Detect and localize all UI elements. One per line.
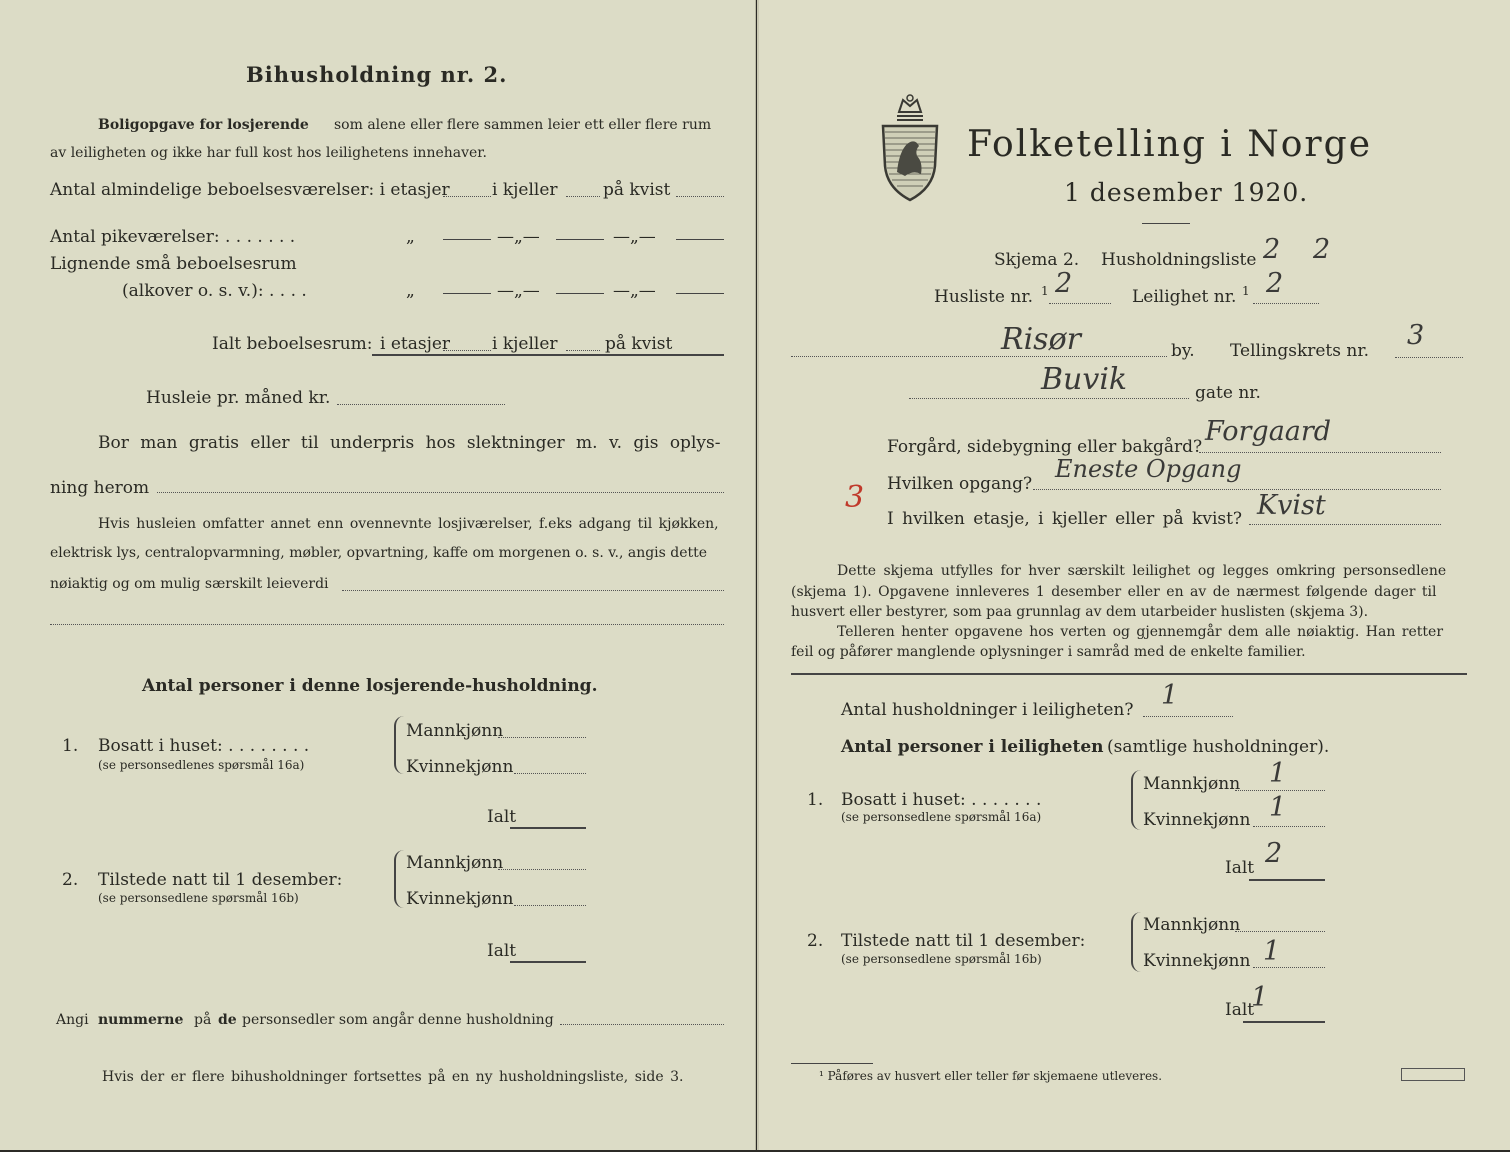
fill-line [1033, 489, 1441, 490]
right-title: Folketelling i Norge [967, 124, 1372, 165]
footnote-mark: 1 [1242, 284, 1250, 298]
tilstede-label: Tilstede natt til 1 desember: [98, 870, 343, 890]
mann-label: Mannkjønn [1143, 915, 1241, 935]
kvinne-label: Kvinnekjønn [406, 757, 514, 777]
bosatt-number: 1. [807, 790, 824, 810]
mann-label: Mannkjønn [406, 721, 504, 741]
skjema-label: Skjema 2. [994, 250, 1080, 270]
bosatt-sub: (se personsedlene spørsmål 16a) [841, 810, 1042, 824]
alkover-label: (alkover o. s. v.): . . . . [122, 281, 307, 301]
etasjer-label: i etasjer [380, 334, 451, 354]
fill-line [560, 1024, 724, 1025]
info-line3: husvert eller bestyrer, som paa grunnlag av dem utarbeider huslisten (skjema 3). [791, 604, 1369, 620]
mann-label: Mannkjønn [1143, 774, 1241, 794]
left-title: Bihusholdning nr. 2. [246, 62, 508, 87]
angi-word: på [194, 1012, 212, 1028]
angi-word: Angi [56, 1012, 89, 1028]
brace [1131, 912, 1141, 972]
tilstede-number: 2. [807, 931, 824, 951]
kjeller-label: i kjeller [492, 334, 558, 354]
fill-line [556, 293, 604, 294]
bosatt-number: 1. [62, 736, 79, 756]
by-label: by. [1171, 341, 1195, 361]
fill-line [1249, 524, 1441, 525]
total-rule [510, 827, 586, 829]
info-line1: Dette skjema utfylles for hver særskilt leilighet og legges omkring personsedlene [837, 563, 1447, 579]
info-line2: (skjema 1). Opgavene innleveres 1 desember eller en av de nærmest følgende dager til [791, 584, 1437, 600]
antal-hush-label: Antal husholdninger i leiligheten? [841, 700, 1134, 720]
opgang-value: Eneste Opgang [1055, 455, 1242, 483]
fill-line [1235, 931, 1325, 932]
ialt-label: Ialt [487, 941, 517, 961]
bosatt-ialt-value: 2 [1265, 838, 1283, 869]
total-rule [1249, 879, 1325, 881]
kjeller-label: i kjeller [492, 180, 558, 200]
bosatt-label: Bosatt i huset: . . . . . . . . [98, 736, 310, 756]
brace [394, 716, 404, 774]
tilstede-label: Tilstede natt til 1 desember: [841, 931, 1086, 951]
husholdningsliste-value: 2 [1263, 234, 1281, 265]
fill-line [1253, 967, 1325, 968]
coat-of-arms-icon [875, 92, 945, 204]
ditto-mark: —„— [497, 227, 540, 247]
divider [1142, 223, 1190, 224]
divider [791, 673, 1467, 675]
right-page [757, 0, 1510, 1150]
bosatt-kvinne-value: 1 [1269, 792, 1287, 823]
ditto-mark: —„— [497, 281, 540, 301]
tilstede-kvinne-value: 1 [1263, 936, 1281, 967]
ialt-label: Ialt [487, 807, 517, 827]
fill-line [342, 590, 724, 591]
mann-label: Mannkjønn [406, 853, 504, 873]
fill-line [443, 350, 491, 351]
forgard-label: Forgård, sidebygning eller bakgård? [887, 437, 1203, 457]
info-line4: Telleren henter opgavene hos verten og gjennemgår dem alle nøiaktig. Han retter [837, 624, 1444, 640]
tilstede-number: 2. [62, 870, 79, 890]
left-page [0, 0, 756, 1150]
antal-alm-label: Antal almindelige beboelsesværelser: i etasjer [50, 180, 450, 200]
antal-pers-rest: (samtlige husholdninger). [1107, 737, 1330, 757]
husliste-value: 2 [1055, 268, 1073, 299]
info-line5: feil og påfører manglende oplysninger i samråd med de enkelte familier. [791, 644, 1306, 660]
fill-line [909, 398, 1189, 399]
fill-line [443, 239, 491, 240]
tellingskrets-label: Tellingskrets nr. [1230, 341, 1370, 361]
fill-line [676, 239, 724, 240]
fill-line [676, 196, 724, 197]
husliste-label: Husliste nr. [934, 287, 1034, 307]
fill-line [1253, 303, 1319, 304]
hvis-line1: Hvis husleien omfatter annet enn ovennevnte losjiværelser, f.eks adgang til kjøkken, [98, 516, 719, 532]
ditto-mark: —„— [613, 281, 656, 301]
kvist-label: på kvist [605, 334, 673, 354]
gate-value: Buvik [1041, 362, 1128, 397]
kvinne-label: Kvinnekjønn [1143, 810, 1251, 830]
footnote-text: ¹ Påføres av husvert eller teller før skjemaene utleveres. [819, 1069, 1163, 1083]
fill-line [514, 773, 586, 774]
tilstede-ialt-value: 1 [1251, 982, 1269, 1013]
fill-line [1049, 303, 1111, 304]
total-rule [372, 354, 724, 356]
antal-pers-bold: Antal personer i leiligheten [841, 737, 1104, 757]
angi-bold: nummerne [98, 1012, 184, 1028]
fill-line [498, 737, 586, 738]
bosatt-sub: (se personsedlenes spørsmål 16a) [98, 758, 305, 772]
footnote-mark: 1 [1041, 284, 1049, 298]
fill-line [791, 356, 1167, 357]
leilighet-label: Leilighet nr. [1132, 287, 1237, 307]
total-rule [510, 961, 586, 963]
tilstede-sub: (se personsedlene spørsmål 16b) [841, 952, 1042, 966]
left-footer: Hvis der er flere bihusholdninger fortsettes på en ny husholdningsliste, side 3. [102, 1069, 684, 1085]
intro-line2: av leiligheten og ikke har full kost hos leilighetens innehaver. [50, 145, 487, 161]
margin-note: 3 [845, 480, 865, 515]
fill-line [443, 293, 491, 294]
fill-line [50, 624, 724, 625]
intro-rest: som alene eller flere sammen leier ett eller flere rum [334, 117, 712, 133]
fill-line [514, 905, 586, 906]
tilstede-sub: (se personsedlene spørsmål 16b) [98, 891, 299, 905]
bor-man-text: Bor man gratis eller til underpris hos slektninger m. v. gis oplys- [98, 433, 721, 453]
angi-bold: de [218, 1012, 237, 1028]
etasje-label: I hvilken etasje, i kjeller eller på kvist? [887, 509, 1243, 529]
husholdningsliste-label: Husholdningsliste [1101, 250, 1257, 270]
opgang-label: Hvilken opgang? [887, 474, 1033, 494]
kvist-label: på kvist [603, 180, 671, 200]
fill-line [1253, 826, 1325, 827]
fill-line [443, 196, 491, 197]
fill-line [498, 869, 586, 870]
fill-line [1199, 452, 1441, 453]
fill-line [157, 492, 724, 493]
ialt-rum-label: Ialt beboelsesrum: [212, 334, 373, 354]
tellingskrets-value: 3 [1407, 320, 1425, 351]
antal-personer-heading: Antal personer i denne losjerende-husholdning. [142, 676, 598, 696]
hvis-line3: nøiaktig og om mulig særskilt leieverdi [50, 576, 329, 592]
kvinne-label: Kvinnekjønn [1143, 951, 1251, 971]
fill-line [1235, 790, 1325, 791]
ditto-mark: „ [406, 281, 415, 301]
bosatt-mann-value: 1 [1269, 758, 1287, 789]
brace [1131, 770, 1141, 830]
fill-line [1143, 716, 1233, 717]
footnote-rule [791, 1063, 873, 1064]
census-date: 1 desember 1920. [1064, 178, 1309, 207]
printer-stamp-icon [1401, 1068, 1465, 1081]
kvinne-label: Kvinnekjønn [406, 889, 514, 909]
fill-line [566, 350, 600, 351]
leilighet-value: 2 [1266, 268, 1284, 299]
fill-line [556, 239, 604, 240]
lignende-label: Lignende små beboelsesrum [50, 254, 297, 274]
gate-label: gate nr. [1195, 383, 1261, 403]
brace [394, 850, 404, 908]
fill-line [1395, 357, 1463, 358]
fill-line [676, 293, 724, 294]
angi-text: personsedler som angår denne husholdning [242, 1012, 554, 1028]
ditto-mark: —„— [613, 227, 656, 247]
etasje-value: Kvist [1257, 490, 1326, 521]
ialt-label: Ialt [1225, 858, 1255, 878]
antal-pike-label: Antal pikeværelser: . . . . . . . [50, 227, 296, 247]
husleie-label: Husleie pr. måned kr. [146, 388, 331, 408]
ialt-label: Ialt [1225, 1000, 1255, 1020]
antal-hush-value: 1 [1161, 680, 1179, 711]
ning-herom-label: ning herom [50, 478, 150, 498]
husholdningsliste-value: 2 [1313, 234, 1331, 265]
intro-bold: Boligopgave for losjerende [98, 117, 309, 133]
hvis-line2: elektrisk lys, centralopvarmning, møbler, opvartning, kaffe om morgenen o. s. v., angis dette [50, 545, 708, 561]
forgard-value: Forgaard [1205, 416, 1332, 447]
by-value: Risør [1001, 322, 1081, 357]
fill-line [566, 196, 600, 197]
bosatt-label: Bosatt i huset: . . . . . . . [841, 790, 1042, 810]
total-rule [1243, 1021, 1325, 1023]
ditto-mark: „ [406, 227, 415, 247]
fill-line [337, 404, 505, 405]
